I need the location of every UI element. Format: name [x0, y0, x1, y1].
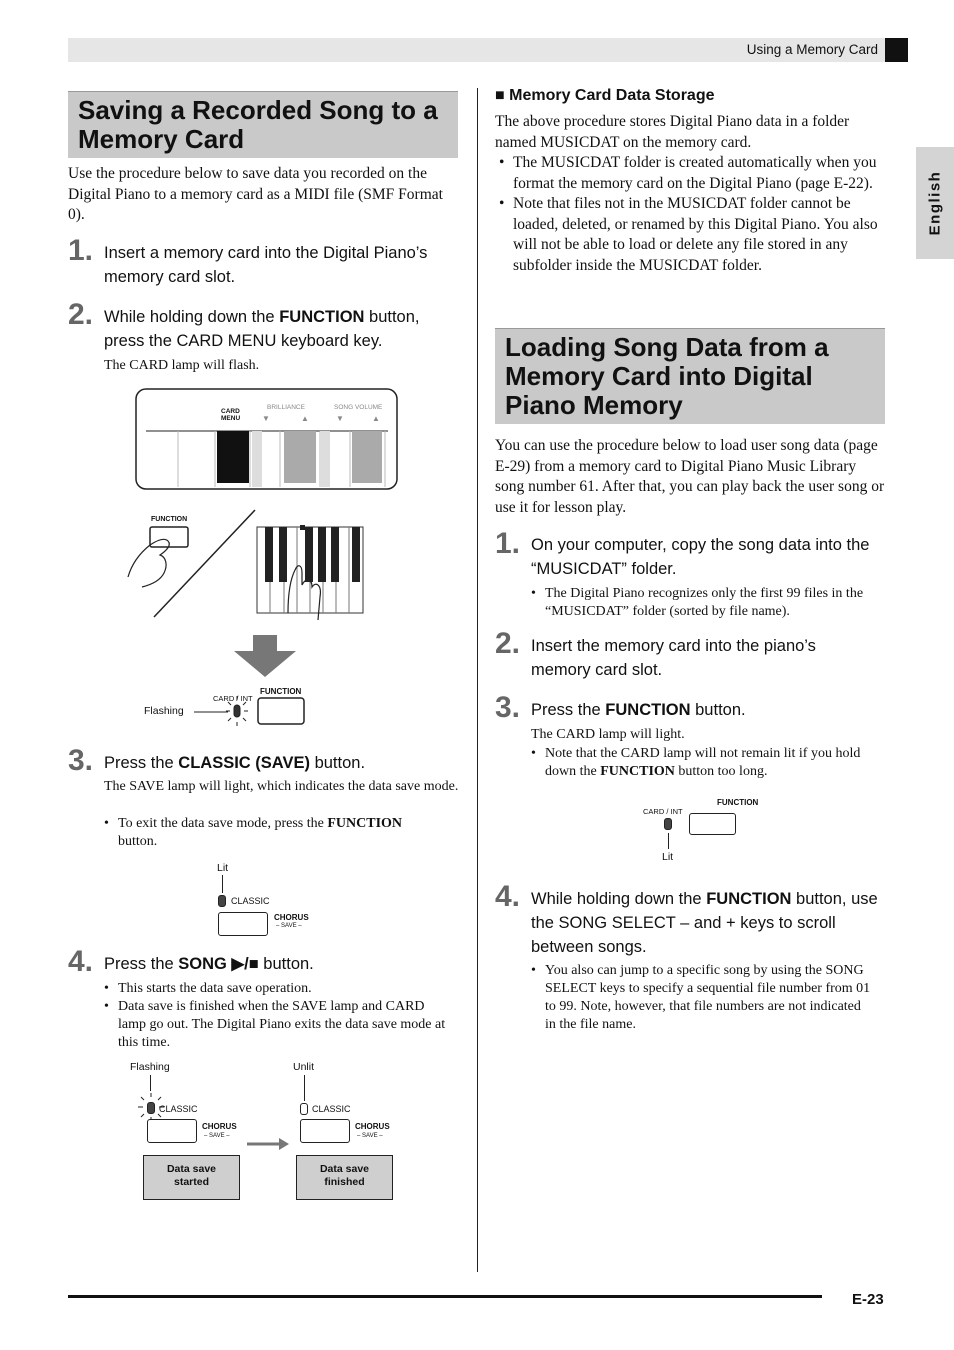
chorus-label: CHORUS [274, 913, 309, 922]
card-menu-label: CARD MENU [221, 408, 241, 422]
language-label: English [926, 170, 944, 236]
brilliance-up-icon: ▲ [301, 414, 309, 423]
function-label: FUNCTION [151, 516, 188, 523]
step-text: While holding down the FUNCTION button, press the CARD MENU keyboard key. [104, 308, 420, 350]
saving-intro: Use the procedure below to save data you recorded on the Digital Piano to a memory card as a MIDI file (SMF Format 0). [68, 165, 443, 223]
step-number: 4. [68, 945, 94, 978]
section-title-saving: Saving a Recorded Song to a Memory Card [78, 95, 438, 154]
keyboard-diagram [120, 385, 410, 730]
lit-label: Lit [662, 851, 674, 863]
page-number: E-23 [852, 1291, 884, 1308]
classic-lamp-flashing-icon [147, 1102, 155, 1114]
chorus-label: CHORUS [202, 1122, 237, 1131]
classic-label: CLASSIC [312, 1104, 351, 1114]
step-number: 4. [495, 880, 521, 913]
list-item: • Note that files not in the MUSICDAT folder cannot be loaded, deleted, or renamed by this Digital Piano. You also will not be able to load or delete any file stored in any subfolder inside the MUSICDAT folder. [499, 194, 885, 276]
list-item: • This starts the data save operation. [104, 980, 450, 998]
classic-label: CLASSIC [159, 1104, 198, 1114]
step-number: 1. [68, 234, 94, 267]
data-save-finished-box: Data save finished [296, 1155, 393, 1200]
step-text: Insert a memory card into the Digital Piano’s memory card slot. [104, 244, 428, 286]
step-bullets [104, 815, 442, 851]
volume-up-icon: ▲ [372, 414, 380, 423]
card-int-label: CARD / INT [643, 807, 683, 816]
keyboard-illustration [120, 385, 410, 730]
step-text: Press the SONG ▶/■ button. [104, 955, 314, 973]
section-header-loading [495, 328, 885, 424]
arrow-right-icon [245, 1136, 291, 1152]
classic-lamp-unlit-icon [300, 1103, 308, 1115]
step-text: Press the CLASSIC (SAVE) button. [104, 754, 366, 772]
flashing-pointer [150, 1075, 151, 1091]
step-bullets [531, 745, 881, 781]
storage-bullets [499, 153, 885, 276]
column-divider [477, 88, 478, 1272]
classic-label: CLASSIC [231, 896, 270, 906]
storage-text: The above procedure stores Digital Piano data in a folder named MUSICDAT on the memory card. [495, 113, 850, 151]
save-label: – SAVE – [357, 1133, 383, 1139]
save-progress-diagram [125, 1058, 400, 1203]
step-text: On your computer, copy the song data into the “MUSICDAT” folder. [531, 536, 870, 578]
lit-pointer [222, 875, 223, 893]
classic-save-button[interactable] [218, 912, 268, 936]
section-title-loading: Loading Song Data from a Memory Card into Digital Piano Memory [505, 332, 829, 420]
loading-intro: You can use the procedure below to load user song data (page E-29) from a memory card to Digital Piano Music Library song number 61. After that, you can play back the user song or use it for lesson play. [495, 437, 885, 516]
list-item: • To exit the data save mode, press the FUNCTION button. [104, 815, 442, 851]
card-lit-diagram [640, 795, 759, 865]
unlit-pointer [304, 1075, 305, 1101]
footer-rule [68, 1295, 822, 1298]
step-number: 2. [68, 298, 94, 331]
step-text: Insert the memory card into the piano’s memory card slot. [531, 637, 816, 679]
flashing-label: Flashing [144, 705, 184, 717]
list-item: • Note that the CARD lamp will not remain lit if you hold down the FUNCTION button too long. [531, 745, 881, 781]
classic-lit-diagram [205, 862, 325, 937]
chorus-label: CHORUS [355, 1122, 390, 1131]
step-note: The SAVE lamp will light, which indicates the data save mode. [104, 779, 459, 794]
classic-lamp-icon [218, 895, 226, 907]
lit-label: Lit [217, 862, 229, 874]
header-title: Using a Memory Card [746, 42, 878, 57]
step-bullets [104, 980, 450, 1052]
step-number: 3. [495, 691, 521, 724]
step-number: 3. [68, 744, 94, 777]
unlit-label: Unlit [293, 1061, 315, 1073]
brilliance-down-icon: ▼ [262, 414, 270, 423]
lit-pointer [668, 833, 669, 849]
song-volume-label: SONG VOLUME [334, 404, 383, 411]
step-number: 2. [495, 627, 521, 660]
storage-heading: ■ Memory Card Data Storage [495, 87, 715, 104]
classic-save-button[interactable] [300, 1119, 350, 1143]
list-item: • Data save is finished when the SAVE lamp and CARD lamp go out. The Digital Piano exits the data save mode at this time. [104, 998, 450, 1052]
save-label: – SAVE – [204, 1133, 230, 1139]
data-save-started-box: Data save started [143, 1155, 240, 1200]
step-bullets [531, 962, 871, 1034]
step-text: While holding down the FUNCTION button, use the SONG SELECT – and + keys to scroll between songs. [531, 890, 878, 956]
step-note: The CARD lamp will light. [531, 727, 685, 742]
list-item: • The MUSICDAT folder is created automatically when you format the memory card on the Digital Piano (page E-22). [499, 153, 885, 194]
function-label: FUNCTION [260, 687, 302, 696]
volume-down-icon: ▼ [336, 414, 344, 423]
save-label: – SAVE – [276, 923, 302, 929]
step-note: The CARD lamp will flash. [104, 358, 260, 373]
section-header-saving [68, 91, 458, 158]
classic-save-button[interactable] [147, 1119, 197, 1143]
list-item: • The Digital Piano recognizes only the first 99 files in the “MUSICDAT” folder (sorted by file name). [531, 585, 881, 621]
brilliance-label: BRILLIANCE [267, 404, 305, 411]
card-int-label: CARD / INT [213, 694, 253, 703]
card-lamp-icon [664, 818, 672, 830]
function-label: FUNCTION [717, 798, 759, 807]
header-block [885, 38, 908, 62]
flashing-label: Flashing [130, 1061, 170, 1073]
list-item: • You also can jump to a specific song by using the SONG SELECT keys to specify a sequential file number from 01 to 99. Note, however, that file numbers are not indicated in the file name. [531, 962, 871, 1034]
step-number: 1. [495, 527, 521, 560]
step-text: Press the FUNCTION button. [531, 701, 746, 719]
function-button[interactable] [689, 813, 736, 835]
step-bullets [531, 585, 881, 621]
